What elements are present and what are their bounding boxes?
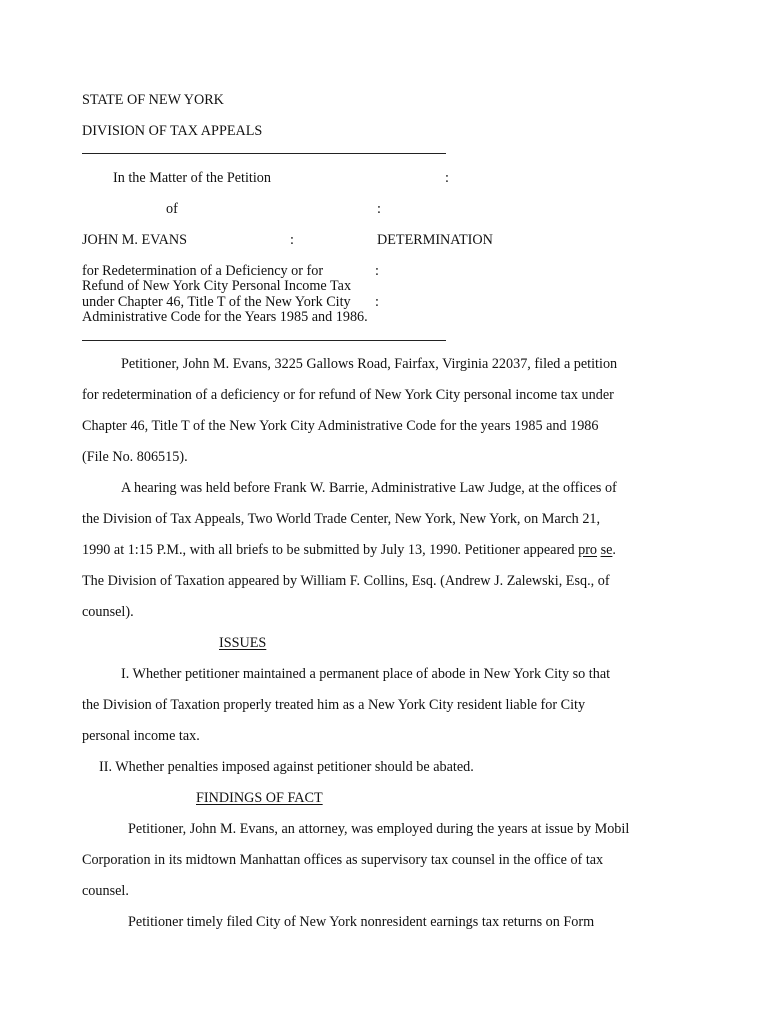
findings-heading: FINDINGS OF FACT <box>196 790 323 806</box>
document-type: DETERMINATION <box>377 232 493 248</box>
finding-line: Corporation in its midtown Manhattan offices as supervisory tax counsel in the office of tax <box>82 852 604 868</box>
caption-petitioner-name: JOHN M. EVANS <box>82 232 187 248</box>
caption-description-line: for Redetermination of a Deficiency or for <box>82 263 324 279</box>
paragraph-line <box>82 543 616 557</box>
finding-line: Petitioner, John M. Evans, an attorney, was employed during the years at issue by Mobil <box>128 821 630 837</box>
paragraph-line: counsel). <box>82 604 134 620</box>
caption-bottom-rule <box>82 340 446 341</box>
pro-term: pro <box>578 542 598 558</box>
caption-description-line: Administrative Code for the Years 1985 and 1986. <box>82 309 368 325</box>
finding-line: counsel. <box>82 883 129 899</box>
division-heading: DIVISION OF TAX APPEALS <box>82 123 263 139</box>
caption-top-rule <box>82 153 446 154</box>
issue-line: I. Whether petitioner maintained a permanent place of abode in New York City so that <box>121 666 611 682</box>
caption-colon: : <box>445 170 449 186</box>
paragraph-line: the Division of Tax Appeals, Two World Trade Center, New York, New York, on March 21, <box>82 511 601 527</box>
issue-line: personal income tax. <box>82 728 200 744</box>
caption-description-line: Refund of New York City Personal Income Tax <box>82 278 352 294</box>
se-term: se <box>600 542 613 558</box>
caption-colon: : <box>375 263 379 279</box>
paragraph-line: A hearing was held before Frank W. Barrie, Administrative Law Judge, at the offices of <box>121 480 617 496</box>
paragraph-line: The Division of Taxation appeared by William F. Collins, Esq. (Andrew J. Zalewski, Esq., of <box>82 573 610 589</box>
issues-heading: ISSUES <box>219 635 267 651</box>
paragraph-line: (File No. 806515). <box>82 449 188 465</box>
sentence-period: . <box>612 542 616 558</box>
caption-colon: : <box>377 201 381 217</box>
paragraph-line: for redetermination of a deficiency or for refund of New York City personal income tax under <box>82 387 614 403</box>
paragraph-line: Petitioner, John M. Evans, 3225 Gallows Road, Fairfax, Virginia 22037, filed a petition <box>121 356 618 372</box>
issue-line: II. Whether penalties imposed against petitioner should be abated. <box>99 759 474 775</box>
issue-line: the Division of Taxation properly treated him as a New York City resident liable for City <box>82 697 586 713</box>
finding-line: Petitioner timely filed City of New York nonresident earnings tax returns on Form <box>128 914 595 930</box>
caption-of: of <box>166 201 178 217</box>
caption-colon: : <box>290 232 294 248</box>
caption-matter: In the Matter of the Petition <box>113 170 271 186</box>
state-heading: STATE OF NEW YORK <box>82 92 224 108</box>
paragraph-text: 1990 at 1:15 P.M., with all briefs to be submitted by July 13, 1990. Petitioner appeared <box>82 542 579 558</box>
paragraph-line: Chapter 46, Title T of the New York City Administrative Code for the years 1985 and 1986 <box>82 418 599 434</box>
caption-description-line: under Chapter 46, Title T of the New York City <box>82 294 351 310</box>
caption-colon: : <box>375 294 379 310</box>
